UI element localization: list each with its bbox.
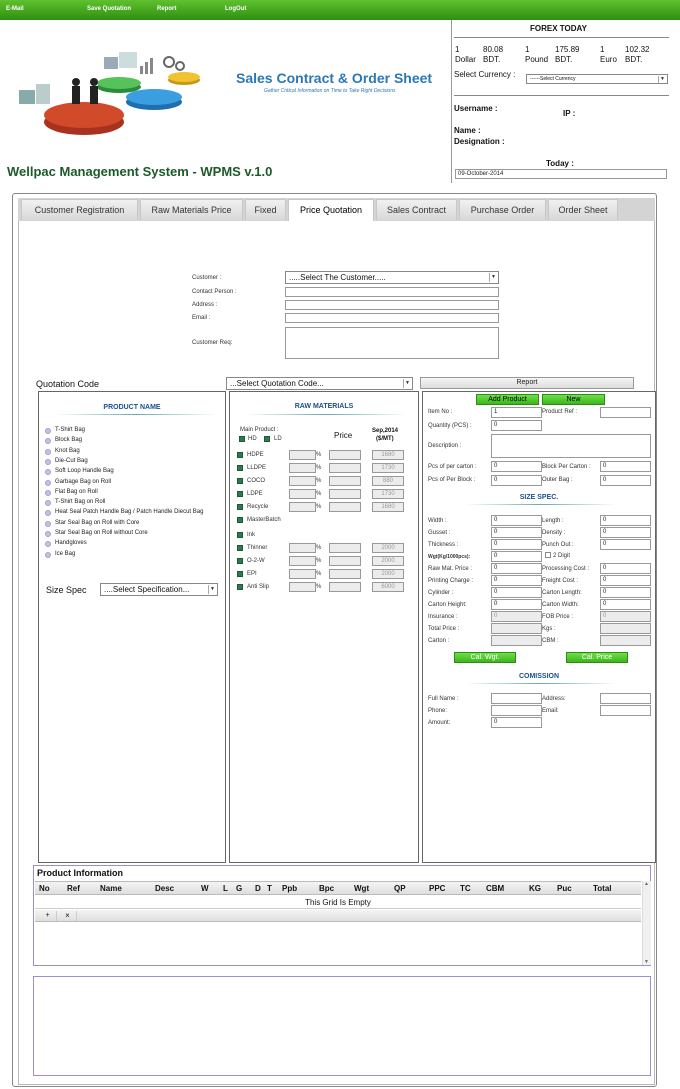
product-radio[interactable] [45, 552, 51, 558]
pcs-per-carton-label: Pcs of per carton : [428, 464, 477, 470]
phone-input[interactable] [491, 705, 542, 716]
carton-width-label: Carton Width: [542, 602, 579, 608]
cylinder-input[interactable]: 0 [491, 587, 542, 598]
raw-materials-panel [229, 391, 419, 863]
customer-req-label: Customer Req: [192, 340, 233, 346]
raw-price-input[interactable] [329, 543, 361, 553]
username-label: Username : [454, 104, 498, 113]
raw-material-checkbox[interactable] [237, 584, 243, 590]
chevron-down-icon: ▼ [208, 585, 216, 594]
full-name-label: Full Name : [428, 696, 459, 702]
percent-sign: % [316, 452, 322, 458]
grid-column-header[interactable]: Bpc [319, 884, 335, 893]
gusset-label: Gusset : [428, 530, 451, 536]
block-per-carton-input[interactable]: 0 [600, 461, 651, 472]
raw-percent-input[interactable] [289, 569, 316, 579]
raw-price-input[interactable] [329, 556, 361, 566]
percent-sign: % [316, 465, 322, 471]
tab-fixed[interactable]: Fixed [245, 199, 286, 220]
customer-label: Customer : [192, 275, 222, 281]
length-label: Length : [542, 518, 564, 524]
width-label: Width : [428, 518, 447, 524]
grid-column-header[interactable]: QP [394, 884, 406, 893]
percent-sign: % [316, 545, 322, 551]
quantity-label: Quantity (PCS) : [428, 423, 472, 429]
name-label: Name : [454, 126, 481, 135]
raw-percent-input[interactable] [289, 556, 316, 566]
raw-material-label: Thinner [247, 545, 268, 551]
amount-input[interactable]: 0 [491, 717, 542, 728]
product-radio[interactable] [45, 490, 51, 496]
raw-material-checkbox[interactable] [237, 545, 243, 551]
raw-rate-field[interactable]: 2000 [372, 569, 404, 579]
ld-checkbox[interactable] [264, 436, 270, 442]
two-digit-label: 2 Digit [553, 553, 571, 559]
printing-charge-input[interactable]: 0 [491, 575, 542, 586]
kgs-label: Kgs : [542, 626, 556, 632]
raw-rate-field[interactable]: 1680 [372, 502, 404, 512]
raw-percent-input[interactable] [289, 502, 316, 512]
contact-person-label: Contact Person : [192, 289, 237, 295]
percent-sign: % [316, 491, 322, 497]
email-input[interactable] [285, 313, 499, 323]
product-option-label: Ice Bag [55, 550, 76, 557]
item-no-input[interactable]: 1 [491, 407, 542, 418]
product-option-label: Flat Bag on Roll [55, 488, 98, 495]
customer-req-textarea[interactable] [285, 327, 499, 359]
currency-select[interactable]: ------Select Currency ▼ [526, 74, 668, 84]
weight-label: Wgt(Kg/1000pcs): [428, 554, 471, 560]
raw-material-label: HDPE [247, 452, 264, 458]
divider [246, 414, 406, 415]
punch-out-label: Punch Out : [542, 542, 574, 548]
product-panel-title: PRODUCT NAME [103, 404, 161, 411]
comission-email-label: Email: [542, 708, 559, 714]
business-illustration-icon [14, 42, 229, 142]
rate-euro-value: 102.32 BDT. [625, 45, 650, 64]
raw-material-label: Recycle [247, 504, 269, 510]
grid-column-header[interactable]: Wgt [354, 884, 370, 893]
raw-percent-input[interactable] [289, 543, 316, 553]
raw-price-input[interactable] [329, 450, 361, 460]
hd-label: HD [248, 436, 257, 442]
raw-percent-input[interactable] [289, 489, 316, 499]
raw-mat-price-input[interactable]: 0 [491, 563, 542, 574]
grid-column-header[interactable]: Total [593, 884, 612, 893]
fob-price-label: FOB Price : [542, 614, 574, 620]
grid-column-header[interactable]: D [255, 884, 261, 893]
grid-column-header[interactable]: No [39, 884, 50, 893]
printing-charge-label: Printing Charge : [428, 578, 474, 584]
outer-bag-input[interactable]: 0 [600, 475, 651, 486]
processing-cost-input[interactable]: 0 [600, 563, 651, 574]
nav-report-link[interactable]: Report [157, 6, 177, 12]
new-button[interactable]: New [542, 394, 605, 405]
freight-cost-label: Freight Cost : [542, 578, 579, 584]
raw-material-label: EPI [247, 571, 257, 577]
kgs-input[interactable] [600, 623, 651, 634]
product-radio[interactable] [45, 521, 51, 527]
grid-header [35, 881, 641, 895]
cal-price-button[interactable]: Cal. Price [566, 652, 628, 663]
grid-column-header[interactable]: PPC [429, 884, 446, 893]
quotation-code-label: Quotation Code [36, 379, 100, 389]
quantity-input[interactable]: 0 [491, 420, 542, 431]
forex-panel [451, 20, 680, 183]
raw-material-label: LDPE [247, 491, 263, 497]
raw-material-label: O-2-W [247, 558, 265, 564]
total-price-input[interactable] [491, 623, 542, 634]
nav-email-link[interactable]: E-Mail [6, 6, 24, 12]
carton-length-label: Carton Length: [542, 590, 582, 596]
raw-material-checkbox[interactable] [237, 517, 243, 523]
brand-title: Sales Contract & Order Sheet [236, 70, 433, 86]
product-option-label: Star Seal Bag on Roll without Core [55, 530, 148, 536]
carton-input[interactable] [491, 635, 542, 646]
rate-pound-value: 175.89 BDT. [555, 45, 580, 64]
carton-width-input[interactable]: 0 [600, 599, 651, 610]
grid-title: Product Information [37, 868, 123, 878]
product-radio[interactable] [45, 449, 51, 455]
today-date-field[interactable]: 09-October-2014 [455, 169, 667, 179]
carton-height-input[interactable]: 0 [491, 599, 542, 610]
tab-purchase-order[interactable]: Purchase Order [459, 199, 546, 220]
rate-euro: 1 Euro [600, 45, 617, 64]
product-option-label: T-Shirt Bag on Roll [55, 499, 106, 506]
customer-select[interactable]: .....Select The Customer..... ▼ [285, 271, 499, 284]
raw-percent-input[interactable] [289, 476, 316, 486]
total-price-label: Total Price : [428, 626, 460, 632]
product-option-label: Block Bag [55, 437, 83, 444]
rate-dollar: 1 Dollar [455, 45, 476, 64]
scroll-up-icon[interactable]: ▲ [644, 881, 649, 887]
product-radio[interactable] [45, 428, 51, 434]
raw-percent-input[interactable] [289, 450, 316, 460]
grid-column-header[interactable]: L [223, 884, 228, 893]
forex-title: FOREX TODAY [530, 24, 587, 33]
grid-column-header[interactable]: Name [100, 884, 122, 893]
raw-material-label: COCO [247, 478, 265, 484]
raw-rate-field[interactable]: 1730 [372, 489, 404, 499]
ld-label: LD [274, 436, 282, 442]
main-product-label: Main Product : [240, 427, 279, 433]
product-radio[interactable] [45, 531, 51, 537]
percent-sign: % [316, 478, 322, 484]
raw-rate-field[interactable]: 1730 [372, 463, 404, 473]
raw-price-input[interactable] [329, 502, 361, 512]
fob-price-input[interactable]: 0 [600, 611, 651, 622]
product-option-label: Heat Seal Patch Handle Bag / Patch Handle Diecut Bag [55, 509, 204, 516]
chevron-down-icon: ▼ [403, 379, 411, 388]
contact-person-input[interactable] [285, 287, 499, 297]
raw-material-checkbox[interactable] [237, 571, 243, 577]
brand-tagline: Gather Critical Information on Time to Take Right Decisions [264, 88, 396, 94]
pcs-per-carton-input[interactable]: 0 [491, 461, 542, 472]
product-ref-label: Product Ref : [542, 409, 578, 415]
raw-percent-input[interactable] [289, 463, 316, 473]
size-spec-label: Size Spec [46, 585, 87, 595]
raw-price-input[interactable] [329, 582, 361, 592]
cylinder-label: Cylinder : [428, 590, 454, 596]
raw-material-checkbox[interactable] [237, 452, 243, 458]
description-textarea[interactable] [491, 434, 651, 458]
grid-empty-message: This Grid Is Empty [35, 896, 641, 909]
product-radio[interactable] [45, 480, 51, 486]
product-ref-input[interactable] [600, 407, 651, 418]
tab-price-quotation[interactable]: Price Quotation [288, 199, 374, 221]
phone-label: Phone: [428, 708, 448, 714]
address-label: Address : [192, 302, 218, 308]
comission-email-input[interactable] [600, 705, 651, 716]
product-option-label: Handgloves [55, 540, 87, 547]
grid-add-button[interactable]: + [39, 911, 57, 921]
hd-checkbox[interactable] [239, 436, 245, 442]
nav-logout-link[interactable]: LogOut [225, 6, 247, 12]
divider [56, 414, 216, 415]
grid-column-header[interactable]: Ref [67, 884, 80, 893]
grid-column-header[interactable]: Desc [155, 884, 175, 893]
raw-material-label: LLDPE [247, 465, 267, 471]
raw-material-label: Anti Slip [247, 584, 270, 590]
product-grid [33, 865, 651, 966]
raw-price-input[interactable] [329, 569, 361, 579]
raw-price-input[interactable] [329, 463, 361, 473]
quotation-code-select[interactable]: ...Select Quotation Code... ▼ [226, 377, 413, 390]
comission-address-label: Address: [542, 696, 566, 702]
density-label: Density : [542, 530, 566, 536]
raw-rate-field[interactable]: 6000 [372, 582, 404, 592]
rate-dollar-value: 80.08 BDT. [483, 45, 504, 64]
raw-material-checkbox[interactable] [237, 478, 243, 484]
raw-rate-field[interactable]: 2000 [372, 556, 404, 566]
divider [454, 95, 669, 96]
comission-address-input[interactable] [600, 693, 651, 704]
two-digit-checkbox[interactable] [545, 552, 551, 558]
percent-sign: % [316, 584, 322, 590]
raw-mat-price-label: Raw Mat. Price : [428, 566, 473, 572]
grid-column-header[interactable]: W [201, 884, 209, 893]
grid-column-header[interactable]: T [267, 884, 272, 893]
tab-customer-registration[interactable]: Customer Registration [21, 199, 138, 220]
add-product-button[interactable]: Add Product [476, 394, 539, 405]
product-radio[interactable] [45, 459, 51, 465]
unit-header: ($/MT) [376, 436, 394, 442]
raw-rate-field[interactable]: 880 [372, 476, 404, 486]
raw-material-checkbox[interactable] [237, 558, 243, 564]
chevron-down-icon: ▼ [489, 273, 497, 282]
cbm-input[interactable] [600, 635, 651, 646]
rate-pound: 1 Pound [525, 45, 549, 64]
thickness-label: Thickness : [428, 542, 459, 548]
raw-material-checkbox[interactable] [237, 504, 243, 510]
tab-order-sheet[interactable]: Order Sheet [548, 199, 618, 220]
raw-materials-title: RAW MATERIALS [294, 403, 354, 410]
top-navbar [0, 0, 680, 20]
email-label: Email : [192, 315, 211, 321]
raw-rate-field[interactable]: 2000 [372, 543, 404, 553]
carton-label: Carton : [428, 638, 450, 644]
grid-scrollbar[interactable] [642, 881, 651, 965]
raw-material-checkbox[interactable] [237, 491, 243, 497]
block-per-carton-label: Block Per Carton : [542, 464, 591, 470]
product-option-label: T-Shirt Bag [55, 427, 86, 433]
grid-column-header[interactable]: G [236, 884, 243, 893]
comission-title: COMISSION [518, 673, 560, 680]
raw-material-label: Ink [247, 532, 256, 538]
raw-material-checkbox[interactable] [237, 532, 243, 538]
designation-label: Designation : [454, 137, 505, 146]
grid-column-header[interactable]: Puc [557, 884, 572, 893]
product-option-label: Star Seal Bag on Roll with Core [55, 519, 140, 526]
carton-length-input[interactable]: 0 [600, 587, 651, 598]
system-title: Wellpac Management System - WPMS v.1.0 [7, 164, 273, 179]
grid-column-header[interactable]: TC [460, 884, 471, 893]
width-input[interactable]: 0 [491, 515, 542, 526]
notes-textarea[interactable] [33, 976, 651, 1076]
product-option-label: Soft Loop Handle Bag [55, 468, 114, 475]
size-spec-title: SIZE SPEC. [519, 494, 559, 501]
carton-height-label: Carton Height: [428, 602, 467, 608]
raw-material-label: MasterBatch [247, 517, 281, 523]
cal-weight-button[interactable]: Cal. Wgt. [454, 652, 516, 663]
address-input[interactable] [285, 300, 499, 310]
weight-input[interactable]: 0 [491, 551, 542, 562]
freight-cost-input[interactable]: 0 [600, 575, 651, 586]
scroll-down-icon[interactable]: ▼ [644, 959, 649, 965]
gusset-input[interactable]: 0 [491, 527, 542, 538]
tab-raw-materials-price[interactable]: Raw Materials Price [140, 199, 243, 220]
raw-price-input[interactable] [329, 489, 361, 499]
insurance-label: Insurance : [428, 614, 458, 620]
pcs-per-block-input[interactable]: 0 [491, 475, 542, 486]
percent-sign: % [316, 571, 322, 577]
divider [466, 683, 616, 684]
grid-column-header[interactable]: CBM [486, 884, 505, 893]
cbm-label: CBM : [542, 638, 559, 644]
grid-column-header[interactable]: Ppb [282, 884, 298, 893]
insurance-input[interactable]: 0 [491, 611, 542, 622]
month-header: Sep,2014 [372, 428, 399, 434]
pcs-per-block-label: Pcs of Per Block : [428, 477, 476, 483]
density-input[interactable]: 0 [600, 527, 651, 538]
item-no-label: Item No : [428, 409, 453, 415]
product-option-label: Knot Bag [55, 447, 80, 454]
nav-save-quotation-link[interactable]: Save Quotation [87, 6, 132, 12]
raw-percent-input[interactable] [289, 582, 316, 592]
raw-price-input[interactable] [329, 476, 361, 486]
amount-label: Amount: [428, 720, 451, 726]
punch-out-input[interactable]: 0 [600, 539, 651, 550]
thickness-input[interactable]: 0 [491, 539, 542, 550]
percent-sign: % [316, 558, 322, 564]
ip-label: IP : [563, 109, 576, 118]
size-spec-select[interactable]: ....Select Specification... ▼ [100, 583, 218, 596]
grid-column-header[interactable]: KG [529, 884, 541, 893]
description-label: Description : [428, 443, 462, 449]
grid-toolbar [35, 910, 641, 922]
product-option-label: Die-Cut Bag [55, 457, 88, 464]
raw-rate-field[interactable]: 1680 [372, 450, 404, 460]
price-header: Price [334, 431, 353, 440]
today-label: Today : [546, 159, 574, 168]
divider [454, 37, 669, 38]
percent-sign: % [316, 504, 322, 510]
divider [466, 504, 616, 505]
outer-bag-label: Outer Bag : [542, 477, 573, 483]
product-option-label: Garbage Bag on Roll [55, 478, 112, 485]
raw-material-checkbox[interactable] [237, 465, 243, 471]
chevron-down-icon: ▼ [658, 76, 666, 83]
tab-sales-contract[interactable]: Sales Contract [376, 199, 457, 220]
select-currency-label: Select Currency : [454, 70, 516, 79]
length-input[interactable]: 0 [600, 515, 651, 526]
report-button[interactable]: Report [420, 377, 634, 389]
full-name-input[interactable] [491, 693, 542, 704]
processing-cost-label: Processing Cost : [542, 566, 590, 572]
grid-delete-button[interactable]: × [59, 911, 77, 921]
